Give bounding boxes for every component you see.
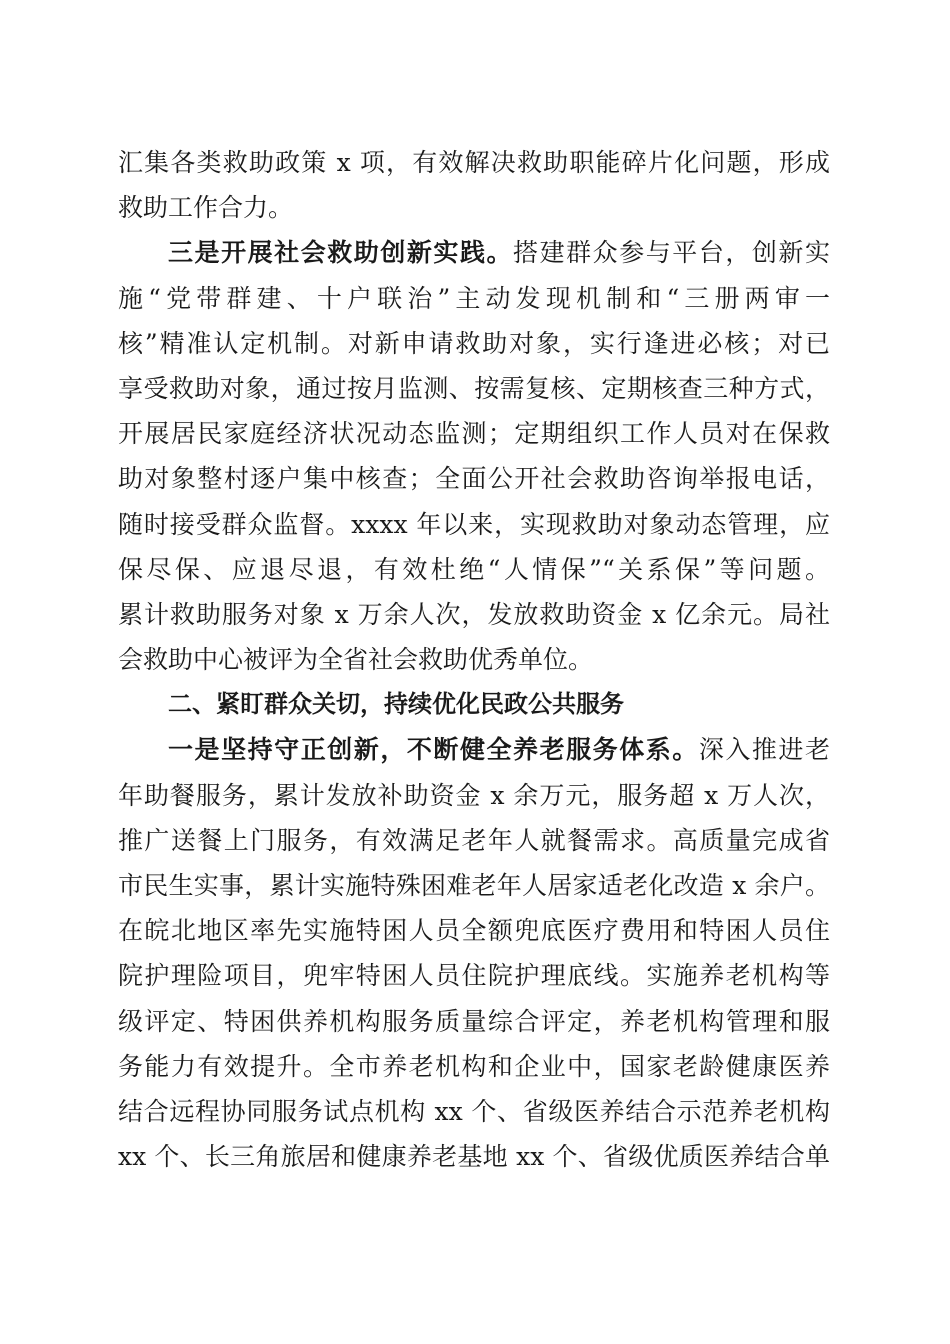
paragraph-line: 在皖北地区率先实施特困人员全额兜底医疗费用和特困人员住 (118, 916, 830, 946)
paragraph-line: 结合远程协同服务试点机构 xx 个、省级医养结合示范养老机构 (118, 1096, 830, 1126)
paragraph-line: 施“党带群建、十户联治”主动发现机制和“三册两审一 (118, 283, 830, 313)
lead-sentence: 一是坚持守正创新，不断健全养老服务体系。 (168, 735, 699, 765)
paragraph-line: 享受救助对象，通过按月监测、按需复核、定期核查三种方式， (118, 373, 830, 403)
paragraph-line (118, 727, 830, 772)
paragraph-line: 务能力有效提升。全市养老机构和企业中，国家老龄健康医养 (118, 1051, 830, 1081)
paragraph-line: 年助餐服务，累计发放补助资金 x 余万元，服务超 x 万人次， (118, 780, 830, 810)
paragraph-line: 推广送餐上门服务，有效满足老年人就餐需求。高质量完成省 (118, 825, 830, 855)
section-heading: 二、紧盯群众关切，持续优化民政公共服务 (168, 690, 624, 719)
paragraph-line: 累计救助服务对象 x 万余人次，发放救助资金 x 亿余元。局社 (118, 599, 830, 629)
paragraph-line: 助对象整村逐户集中核查；全面公开社会救助咨询举报电话， (118, 464, 830, 494)
paragraph-line: 保尽保、应退尽退，有效杜绝“人情保”“关系保”等问题。 (118, 554, 830, 584)
paragraph-line: 核”精准认定机制。对新申请救助对象，实行逢进必核；对已 (118, 328, 830, 358)
lead-sentence: 三是开展社会救助创新实践。 (168, 238, 514, 268)
paragraph-line: 会救助中心被评为全省社会救助优秀单位。 (118, 645, 594, 675)
paragraph-line: 开展居民家庭经济状况动态监测；定期组织工作人员对在保救 (118, 419, 830, 449)
paragraph-line: 院护理险项目，兜牢特困人员住院护理底线。实施养老机构等 (118, 961, 830, 991)
paragraph-line (118, 230, 830, 275)
body-text (118, 140, 830, 1179)
paragraph-line: 随时接受群众监督。xxxx 年以来，实现救助对象动态管理，应 (118, 509, 830, 539)
paragraph-line: 级评定、特困供养机构服务质量综合评定，养老机构管理和服 (118, 1006, 830, 1036)
paragraph-line: xx 个、长三角旅居和健康养老基地 xx 个、省级优质医养结合单 (118, 1142, 830, 1172)
paragraph-line: 救助工作合力。 (118, 193, 294, 223)
line-text: 深入推进老 (698, 735, 830, 765)
paragraph-line: 汇集各类救助政策 x 项，有效解决救助职能碎片化问题，形成 (118, 148, 830, 177)
paragraph-line: 市民生实事，累计实施特殊困难老年人居家适老化改造 x 余户。 (118, 871, 830, 900)
line-text: 搭建群众参与平台，创新实 (513, 238, 830, 268)
